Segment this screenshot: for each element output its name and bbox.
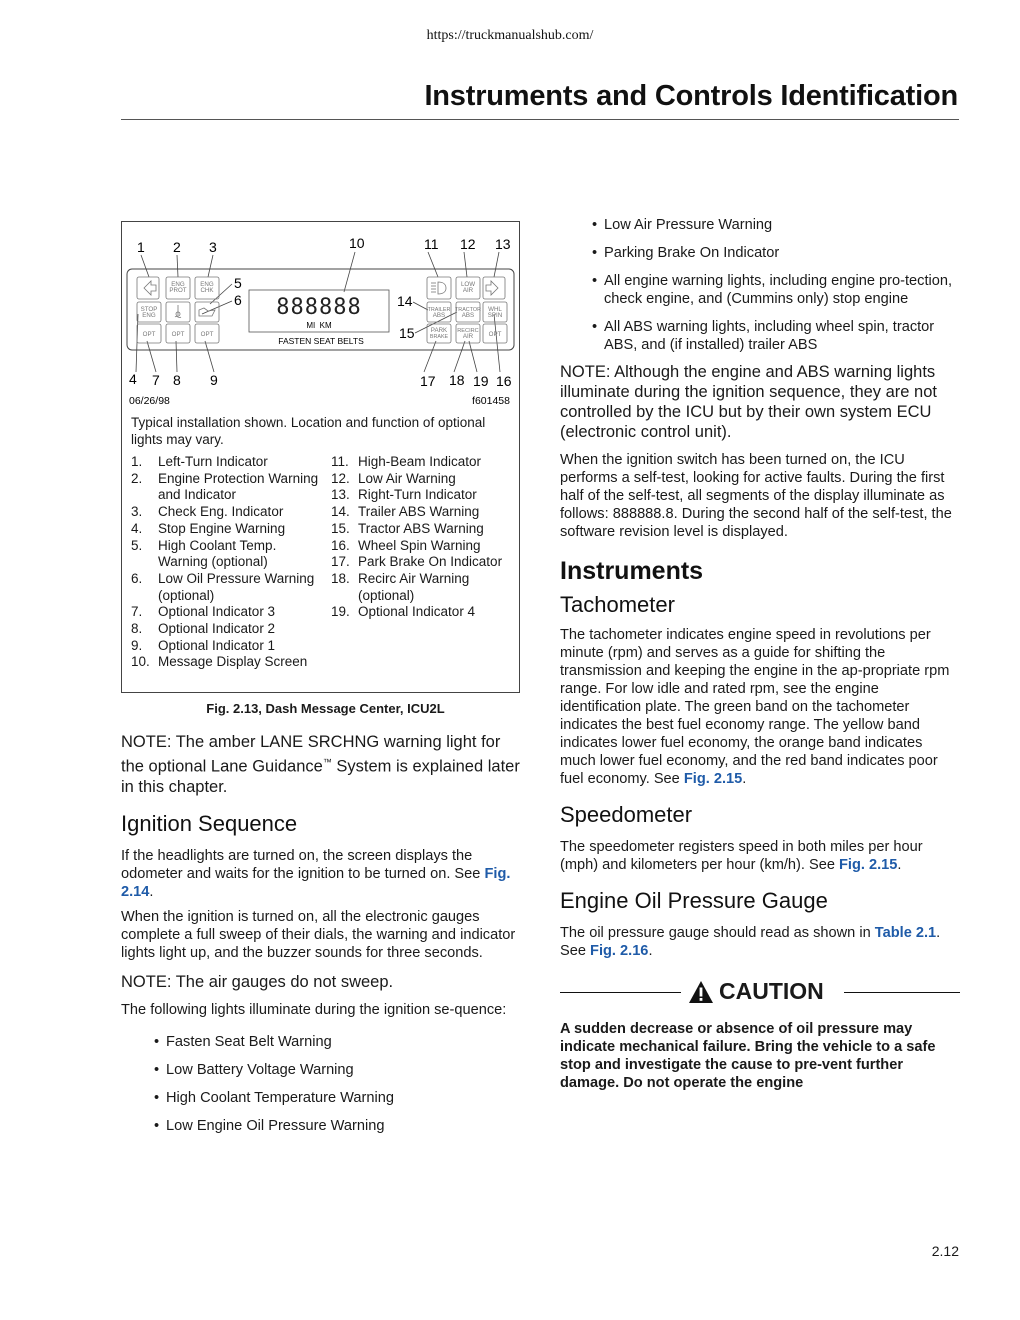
label-whl-spin-2: SPIN	[487, 312, 503, 319]
legend-text: Right-Turn Indicator	[358, 487, 477, 503]
legend-num: 6.	[131, 570, 143, 586]
legend-item	[331, 504, 511, 521]
label-stop-eng-1: STOP	[140, 306, 158, 313]
callout-10: 10	[349, 235, 365, 251]
ignition-lights-list-1	[154, 1033, 520, 1135]
callout-12: 12	[460, 236, 476, 252]
legend-item	[131, 521, 326, 538]
left-column	[121, 221, 520, 1145]
caution-text: CAUTION	[719, 978, 824, 1004]
list-item-text: Low Air Pressure Warning	[604, 217, 773, 233]
legend-item	[131, 621, 326, 638]
note-air-gauges: NOTE: The air gauges do not sweep.	[121, 972, 394, 991]
list-item	[154, 1061, 520, 1079]
callout-2: 2	[173, 239, 181, 255]
legend-text: Optional Indicator 4	[358, 604, 476, 620]
label-recirc-air-1: RECIRC	[457, 328, 479, 334]
list-item-text: All engine warning lights, including engine pro-tection, check engine, and (Cummins only) stop engine	[604, 273, 953, 307]
bullet-dot: •	[154, 1033, 160, 1050]
label-low-air-2: AIR	[462, 287, 474, 294]
ignition-sequence-heading: Ignition Sequence	[121, 810, 298, 836]
callout-5: 5	[234, 275, 242, 291]
caution-label	[688, 978, 824, 1005]
label-opt-2: OPT	[171, 331, 185, 338]
list-item-text: All ABS warning lights, including wheel spin, tractor ABS, and (if installed) trailer ABS	[604, 319, 935, 353]
list-item	[592, 244, 960, 262]
label-eng-chk-2: CHK	[200, 287, 214, 294]
oil-pressure-paragraph	[560, 924, 960, 960]
fig-2-16-link[interactable]: Fig. 2.16	[590, 943, 649, 959]
legend-text: Left-Turn Indicator	[158, 454, 268, 469]
source-url[interactable]: https://truckmanualshub.com/	[426, 28, 594, 43]
legend-text: Tractor ABS Warning	[358, 520, 484, 536]
display-units: MI KM	[306, 321, 332, 330]
list-item	[154, 1033, 520, 1051]
legend-num: 16.	[331, 537, 350, 553]
legend-num: 1.	[131, 454, 143, 469]
label-eng-prot-2: PROT	[169, 287, 187, 294]
legend-text: Engine Protection Warning and Indicator	[158, 470, 319, 503]
oil-mid: . See	[560, 925, 941, 959]
list-item	[592, 318, 960, 354]
note-abs-ecu: NOTE: Although the engine and ABS warning lights illuminate during the ignition sequence, they are not controlled by the ICU but by their own system ECU (electronic control unit).	[560, 363, 937, 441]
legend-text: High-Beam Indicator	[358, 454, 482, 469]
legend-item	[331, 487, 511, 504]
list-item	[154, 1089, 520, 1107]
callout-13: 13	[495, 236, 511, 252]
oil-pressure-heading: Engine Oil Pressure Gauge	[560, 888, 828, 913]
warning-triangle-icon	[688, 980, 714, 1004]
bullet-dot: •	[154, 1061, 160, 1078]
ignition-lights-list-2	[592, 216, 960, 354]
label-opt-4: OPT	[488, 331, 502, 338]
high-beam-indicator-icon	[427, 277, 451, 299]
legend-text: Trailer ABS Warning	[358, 504, 480, 520]
label-eng-chk-1: ENG	[200, 281, 214, 288]
callout-7: 7	[152, 372, 160, 388]
callout-9: 9	[210, 372, 218, 388]
legend-num: 14.	[331, 504, 350, 520]
legend-num: 8.	[131, 621, 143, 637]
speed-text: The speedometer registers speed in both miles per hour (mph) and kilometers per hour (km/h). See	[560, 839, 923, 873]
caution-rule-left	[560, 992, 681, 993]
ignition-paragraph-3: The following lights illuminate during the ignition se-quence:	[121, 1001, 507, 1018]
tachometer-heading: Tachometer	[560, 592, 675, 617]
callout-17: 17	[420, 373, 436, 389]
fig-2-15-link-2[interactable]: Fig. 2.15	[839, 857, 898, 873]
bullet-dot: •	[592, 319, 598, 335]
legend-text: Recirc Air Warning (optional)	[358, 570, 470, 603]
legend-item	[331, 604, 511, 621]
callout-3: 3	[209, 239, 217, 255]
callout-6: 6	[234, 292, 242, 308]
bullet-dot: •	[154, 1089, 160, 1106]
list-item-text: Low Battery Voltage Warning	[166, 1061, 354, 1078]
fasten-seat-belts-text: FASTEN SEAT BELTS	[278, 336, 364, 346]
legend-num: 2.	[131, 470, 143, 486]
title-rule	[121, 119, 959, 120]
bullet-dot: •	[592, 273, 598, 289]
oil-end: .	[648, 943, 653, 959]
legend-num: 13.	[331, 487, 350, 503]
page-title: Instruments and Controls Identification	[424, 80, 958, 112]
legend-item	[131, 654, 326, 671]
legend-item	[131, 604, 326, 621]
figure-2-13	[121, 221, 520, 693]
label-whl-spin-1: WHL	[488, 306, 502, 313]
speed-end: .	[897, 857, 902, 873]
legend-text: Check Eng. Indicator	[158, 504, 284, 520]
callout-14: 14	[397, 293, 413, 309]
trademark-symbol: ™	[322, 757, 332, 767]
legend-num: 4.	[131, 520, 143, 536]
label-park-brake-1: PARK	[430, 327, 448, 334]
legend-num: 15.	[331, 520, 350, 536]
legend-num: 12.	[331, 470, 350, 486]
figure-note: Typical installation shown. Location and function of optional lights may vary.	[131, 415, 486, 447]
legend-item	[331, 571, 511, 604]
legend-num: 17.	[331, 554, 350, 570]
legend-item	[331, 454, 511, 471]
list-item-text: Low Engine Oil Pressure Warning	[166, 1117, 385, 1134]
speedometer-paragraph	[560, 838, 960, 874]
selftest-paragraph: When the ignition switch has been turned on, the ICU performs a self-test, looking for active faults. During the first half of the self-test, all segments of the display illuminate as follows: 888888.8. During the second half of the self-test, the software revision level is displayed.	[560, 452, 952, 540]
legend-num: 19.	[331, 604, 350, 620]
callout-11: 11	[424, 236, 439, 252]
legend-num: 5.	[131, 537, 143, 553]
list-item	[592, 272, 960, 308]
label-trailer-abs-1: TRAILER	[427, 307, 451, 313]
legend-num: 11.	[331, 454, 349, 469]
list-item-text: Fasten Seat Belt Warning	[166, 1033, 332, 1050]
legend-text: High Coolant Temp. Warning (optional)	[158, 537, 277, 570]
label-trailer-abs-2: ABS	[432, 312, 446, 319]
list-item	[154, 1117, 520, 1135]
bullet-dot: •	[592, 245, 598, 261]
legend-item	[331, 471, 511, 488]
legend-item	[131, 571, 326, 604]
speedometer-heading: Speedometer	[560, 802, 693, 827]
fig-2-14-link[interactable]: Fig. 2.14	[121, 865, 511, 900]
legend-text: Optional Indicator 2	[158, 621, 276, 637]
legend-text: Wheel Spin Warning	[358, 537, 481, 553]
legend-item	[131, 454, 326, 471]
dash-message-center-diagram	[122, 222, 519, 412]
legend-item	[331, 538, 511, 555]
display-digits: 888888	[276, 295, 362, 320]
callout-8: 8	[173, 372, 181, 388]
label-low-air-1: LOW	[460, 281, 476, 288]
legend-text: Park Brake On Indicator	[358, 554, 503, 570]
legend-item	[131, 538, 326, 571]
tach-text: The tachometer indicates engine speed in revolutions per minute (rpm) and serves as a guide for shifting the transmission and keeping the engine in the ap-propriate rpm range. For low idle and rated rpm, see the engine identification plate. The green band on the tachometer indicates the best fuel economy range. The yellow band indicates lower fuel economy, the orange band indicates much lower fuel economy, and the red band indicates poor fuel economy. See	[560, 627, 950, 787]
label-park-brake-2: BRAKE	[429, 334, 449, 340]
right-column	[560, 216, 960, 1107]
legend-left	[131, 454, 326, 671]
legend-num: 9.	[131, 637, 143, 653]
list-item-text: Parking Brake On Indicator	[604, 245, 780, 261]
legend-text: Optional Indicator 3	[158, 604, 276, 620]
tachometer-paragraph	[560, 626, 960, 788]
page-number: 2.12	[931, 1243, 959, 1259]
caution-body: A sudden decrease or absence of oil pressure may indicate mechanical failure. Bring the vehicle to a safe stop and investigate the cause to pre-vent further damage. Do not operate the engine	[560, 1021, 936, 1091]
figure-ref: f601458	[472, 395, 510, 407]
legend-item	[131, 504, 326, 521]
label-opt-1: OPT	[200, 331, 214, 338]
ignition-paragraph-2: When the ignition is turned on, all the electronic gauges complete a full sweep of their dials, the warning and indicator lights light up, and the buzzer sounds for three seconds.	[121, 908, 516, 961]
callout-4: 4	[129, 371, 137, 387]
table-2-1-link[interactable]: Table 2.1	[874, 925, 937, 941]
fig-2-15-link[interactable]: Fig. 2.15	[683, 771, 743, 787]
label-recirc-air-2: AIR	[462, 333, 474, 340]
legend-num: 18.	[331, 570, 350, 586]
legend-text: Stop Engine Warning	[158, 520, 286, 536]
legend-num: 10.	[131, 654, 150, 670]
legend-num: 7.	[131, 604, 143, 620]
caution-rule-right	[844, 992, 960, 993]
label-eng-prot-1: ENG	[171, 281, 185, 288]
callout-19: 19	[473, 373, 489, 389]
legend-item	[131, 471, 326, 504]
legend-item	[131, 638, 326, 655]
callout-15: 15	[399, 325, 415, 341]
label-opt-3: OPT	[142, 331, 156, 338]
bullet-dot: •	[154, 1117, 160, 1134]
legend-num: 3.	[131, 504, 143, 520]
list-item-text: High Coolant Temperature Warning	[166, 1089, 394, 1106]
note-lane-guidance	[121, 732, 520, 797]
oil-text: The oil pressure gauge should read as shown in	[560, 925, 875, 941]
callout-16: 16	[496, 373, 512, 389]
legend-right	[331, 454, 511, 621]
legend-item	[331, 554, 511, 571]
callout-18: 18	[449, 372, 465, 388]
label-tractor-abs-2: ABS	[461, 312, 475, 319]
figure-date: 06/26/98	[129, 395, 170, 407]
instruments-heading: Instruments	[560, 557, 704, 585]
legend-text: Low Air Warning	[358, 470, 456, 486]
bullet-dot: •	[592, 217, 598, 233]
callout-1: 1	[137, 239, 145, 255]
figure-caption: Fig. 2.13, Dash Message Center, ICU2L	[206, 701, 445, 716]
label-stop-eng-2: ENG	[142, 312, 156, 319]
label-tractor-abs-1: TRACTOR	[455, 307, 481, 313]
p1-end: .	[149, 883, 154, 900]
note-lane-pre: NOTE: The amber LANE SRCHNG warning light for the optional Lane Guidance	[121, 733, 501, 776]
legend-item	[331, 521, 511, 538]
legend-text: Optional Indicator 1	[158, 637, 276, 653]
legend-text: Message Display Screen	[158, 654, 308, 670]
legend-text: Low Oil Pressure Warning (optional)	[158, 570, 315, 603]
list-item	[592, 216, 960, 234]
ignition-paragraph-1	[121, 847, 520, 901]
caution-banner	[560, 976, 960, 1006]
note-lane-post: System is explained later in this chapter.	[121, 757, 520, 796]
p1-text: If the headlights are turned on, the screen displays the odometer and waits for the ignition to be turned on. See	[121, 847, 485, 882]
tach-end: .	[742, 771, 747, 787]
